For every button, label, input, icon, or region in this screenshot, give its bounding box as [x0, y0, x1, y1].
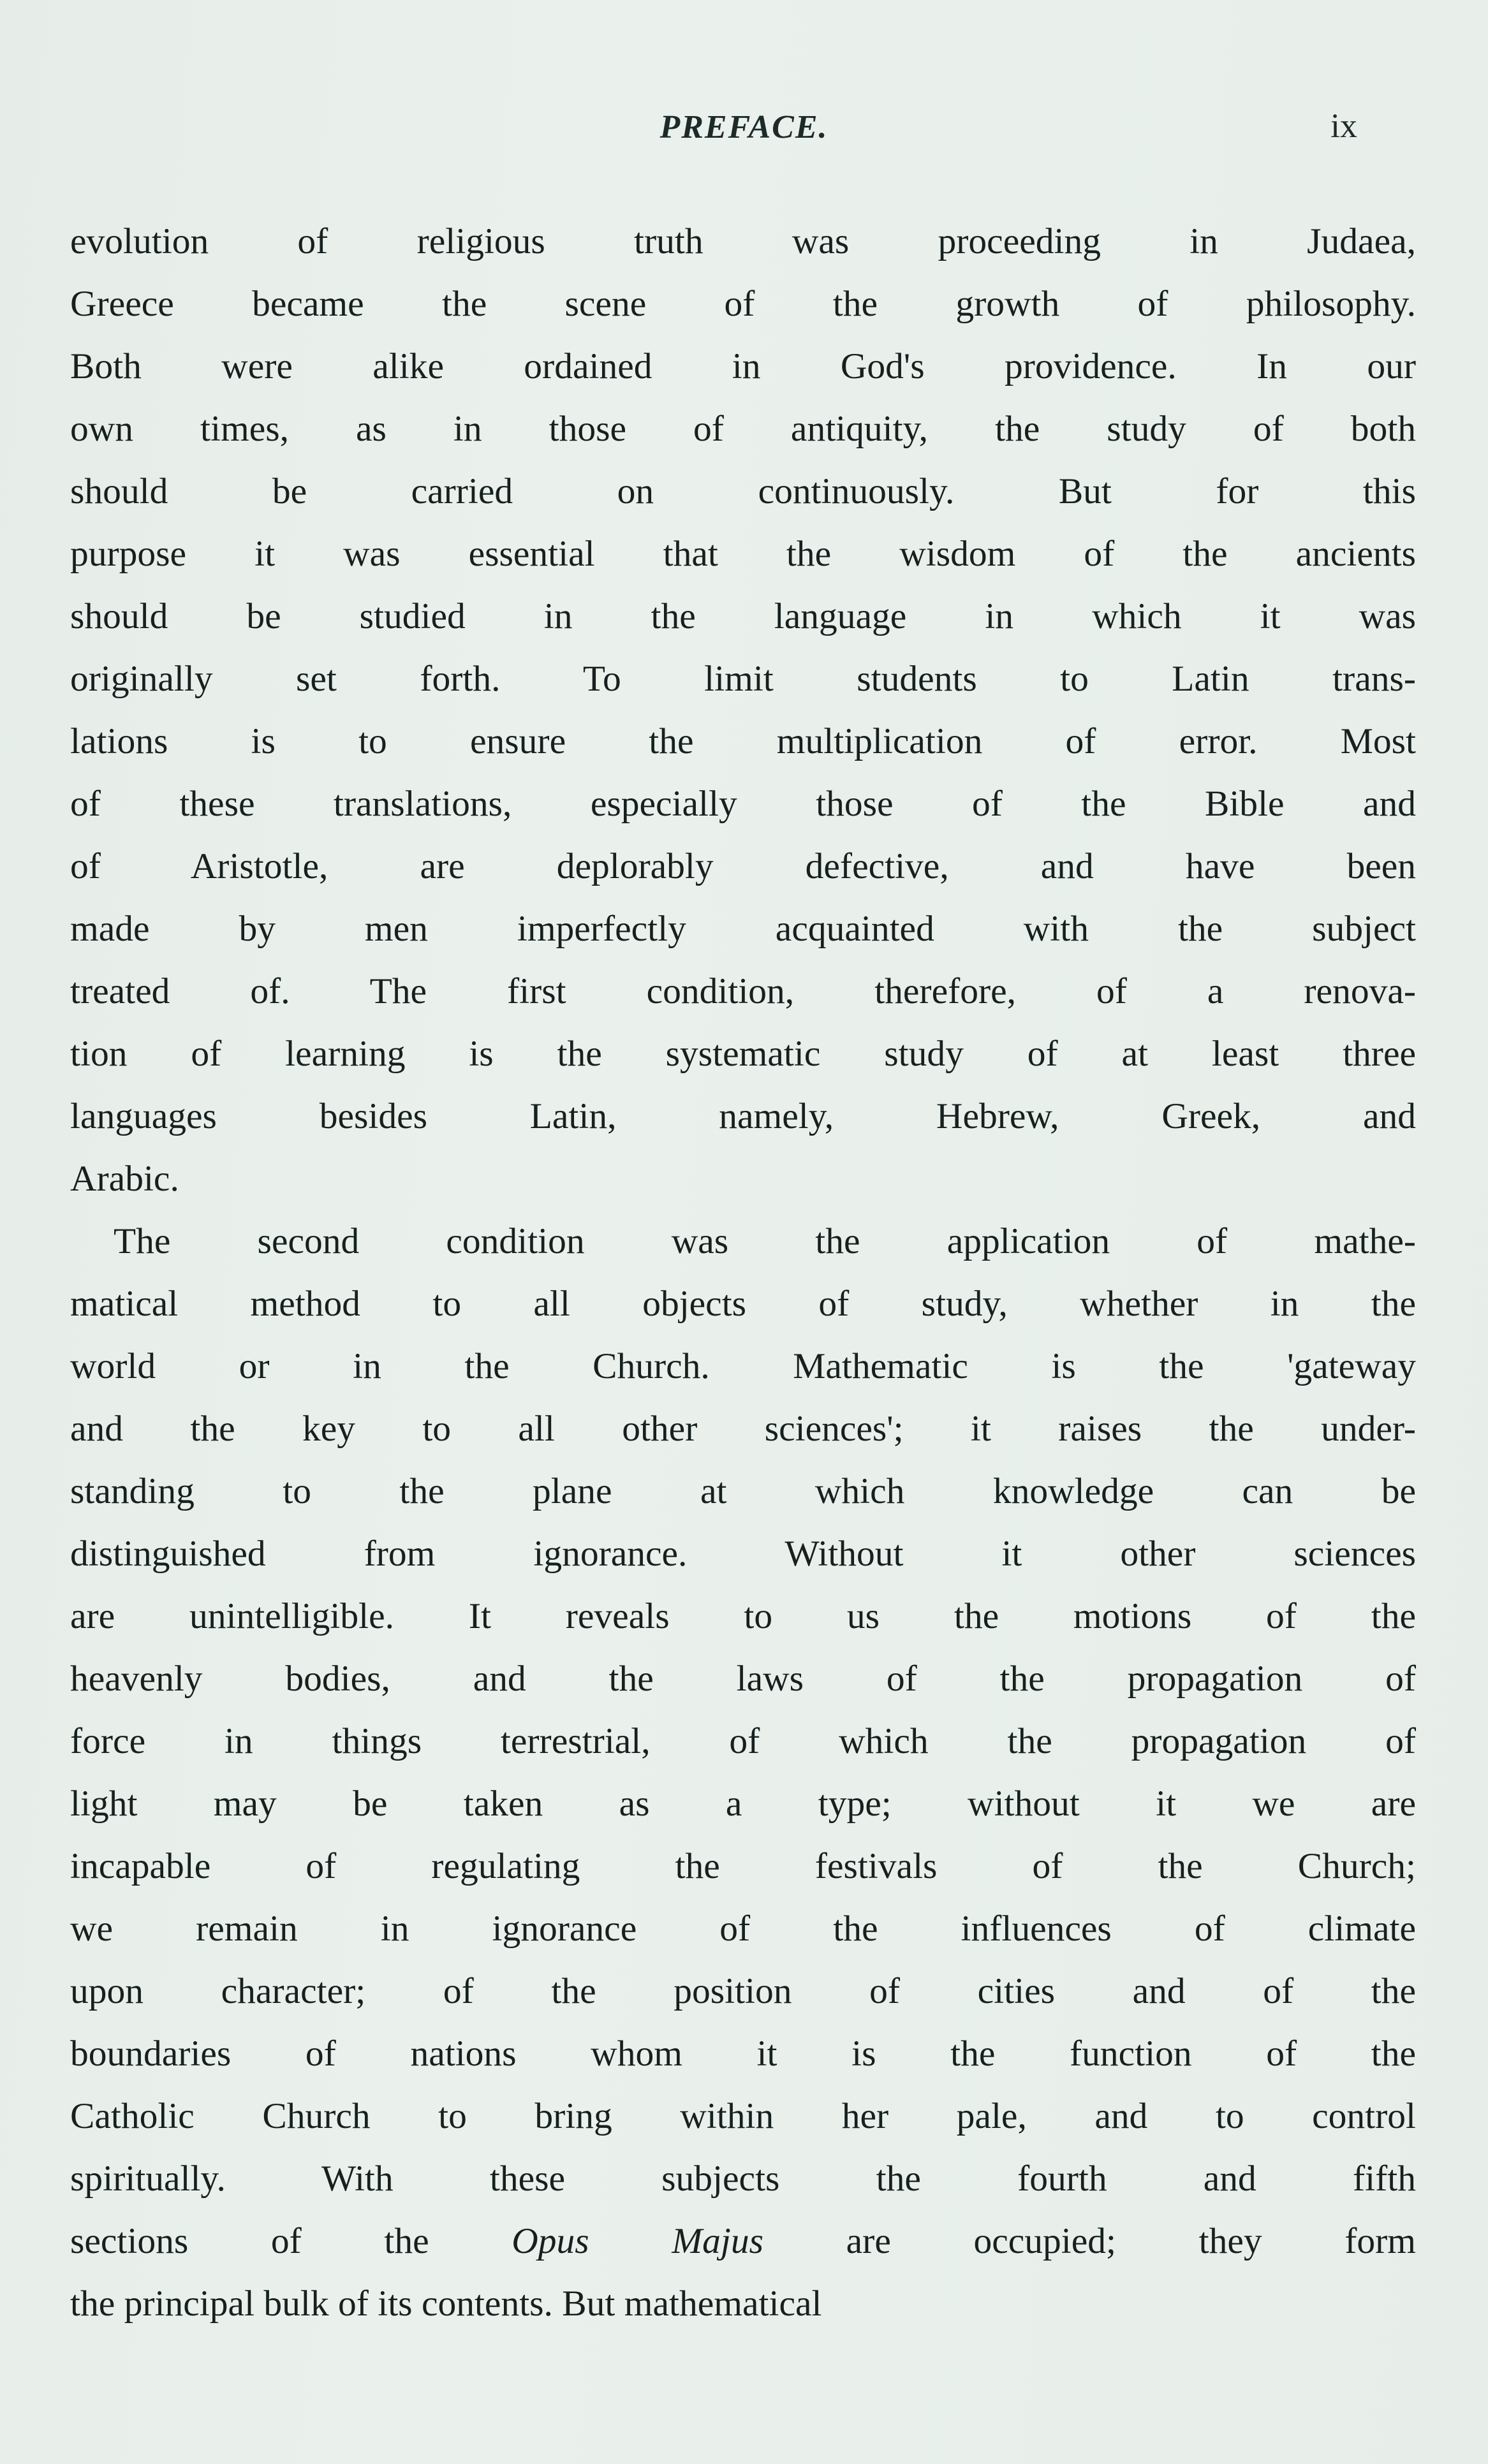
text-run: are occupied; they form [763, 2221, 1416, 2261]
page-header [0, 108, 1488, 166]
text-line: the principal bulk of its contents. But mathematical [70, 2284, 822, 2324]
text-line: evolution of religious truth was proceeding in Judaea, [70, 221, 1416, 261]
text-line: tion of learning is the systematic study of at least three [70, 1034, 1416, 1074]
text-line: light may be taken as a type; without it we are [70, 1784, 1416, 1824]
text-line: should be studied in the language in which it was [70, 596, 1416, 636]
text-line-with-title [70, 2210, 1416, 2273]
text-line: world or in the Church. Mathematic is the 'gateway [70, 1346, 1416, 1386]
text-line: lations is to ensure the multiplication of error. Most [70, 721, 1416, 761]
text-line: heavenly bodies, and the laws of the propagation of [70, 1659, 1416, 1699]
text-line: Arabic. [70, 1159, 179, 1199]
text-line: standing to the plane at which knowledge can be [70, 1471, 1416, 1511]
text-line: upon character; of the position of cities and of the [70, 1971, 1416, 2011]
text-line: Catholic Church to bring within her pale, and to control [70, 2096, 1416, 2136]
text-line: of Aristotle, are deplorably defective, and have been [70, 846, 1416, 886]
text-line: of these translations, especially those of the Bible and [70, 784, 1416, 824]
text-line: Both were alike ordained in God's providence. In our [70, 346, 1416, 386]
body-text [70, 210, 1416, 2335]
text-line: purpose it was essential that the wisdom of the ancients [70, 534, 1416, 574]
text-line: incapable of regulating the festivals of the Church; [70, 1846, 1416, 1886]
text-run: sections of the [70, 2221, 512, 2261]
text-line: Greece became the scene of the growth of philosophy. [70, 284, 1416, 324]
text-line: and the key to all other sciences'; it raises the under- [70, 1409, 1416, 1449]
text-line: are unintelligible. It reveals to us the motions of the [70, 1596, 1416, 1636]
running-title: PREFACE. [659, 109, 829, 145]
text-line: treated of. The first condition, therefore, of a renova- [70, 971, 1416, 1011]
text-line: distinguished from ignorance. Without it other sciences [70, 1534, 1416, 1574]
text-line: made by men imperfectly acquainted with the subject [70, 909, 1416, 949]
text-line: spiritually. With these subjects the fourth and fifth [70, 2159, 1416, 2199]
text-line: boundaries of nations whom it is the function of the [70, 2034, 1416, 2074]
text-line: should be carried on continuously. But for this [70, 471, 1416, 511]
text-line: we remain in ignorance of the influences of climate [70, 1909, 1416, 1949]
text-line: own times, as in those of antiquity, the study of both [70, 409, 1416, 449]
text-line: languages besides Latin, namely, Hebrew, Greek, and [70, 1096, 1416, 1136]
text-line: originally set forth. To limit students to Latin trans- [70, 659, 1416, 699]
work-title-opus-majus: Opus Majus [512, 2221, 764, 2261]
text-line: force in things terrestrial, of which the propagation of [70, 1721, 1416, 1761]
paragraph-1 [70, 210, 1416, 1210]
text-line: The second condition was the application of mathe- [114, 1221, 1416, 1261]
paragraph-2 [70, 1210, 1416, 2335]
text-line: matical method to all objects of study, whether in the [70, 1284, 1416, 1324]
page-number: ix [1330, 106, 1357, 145]
